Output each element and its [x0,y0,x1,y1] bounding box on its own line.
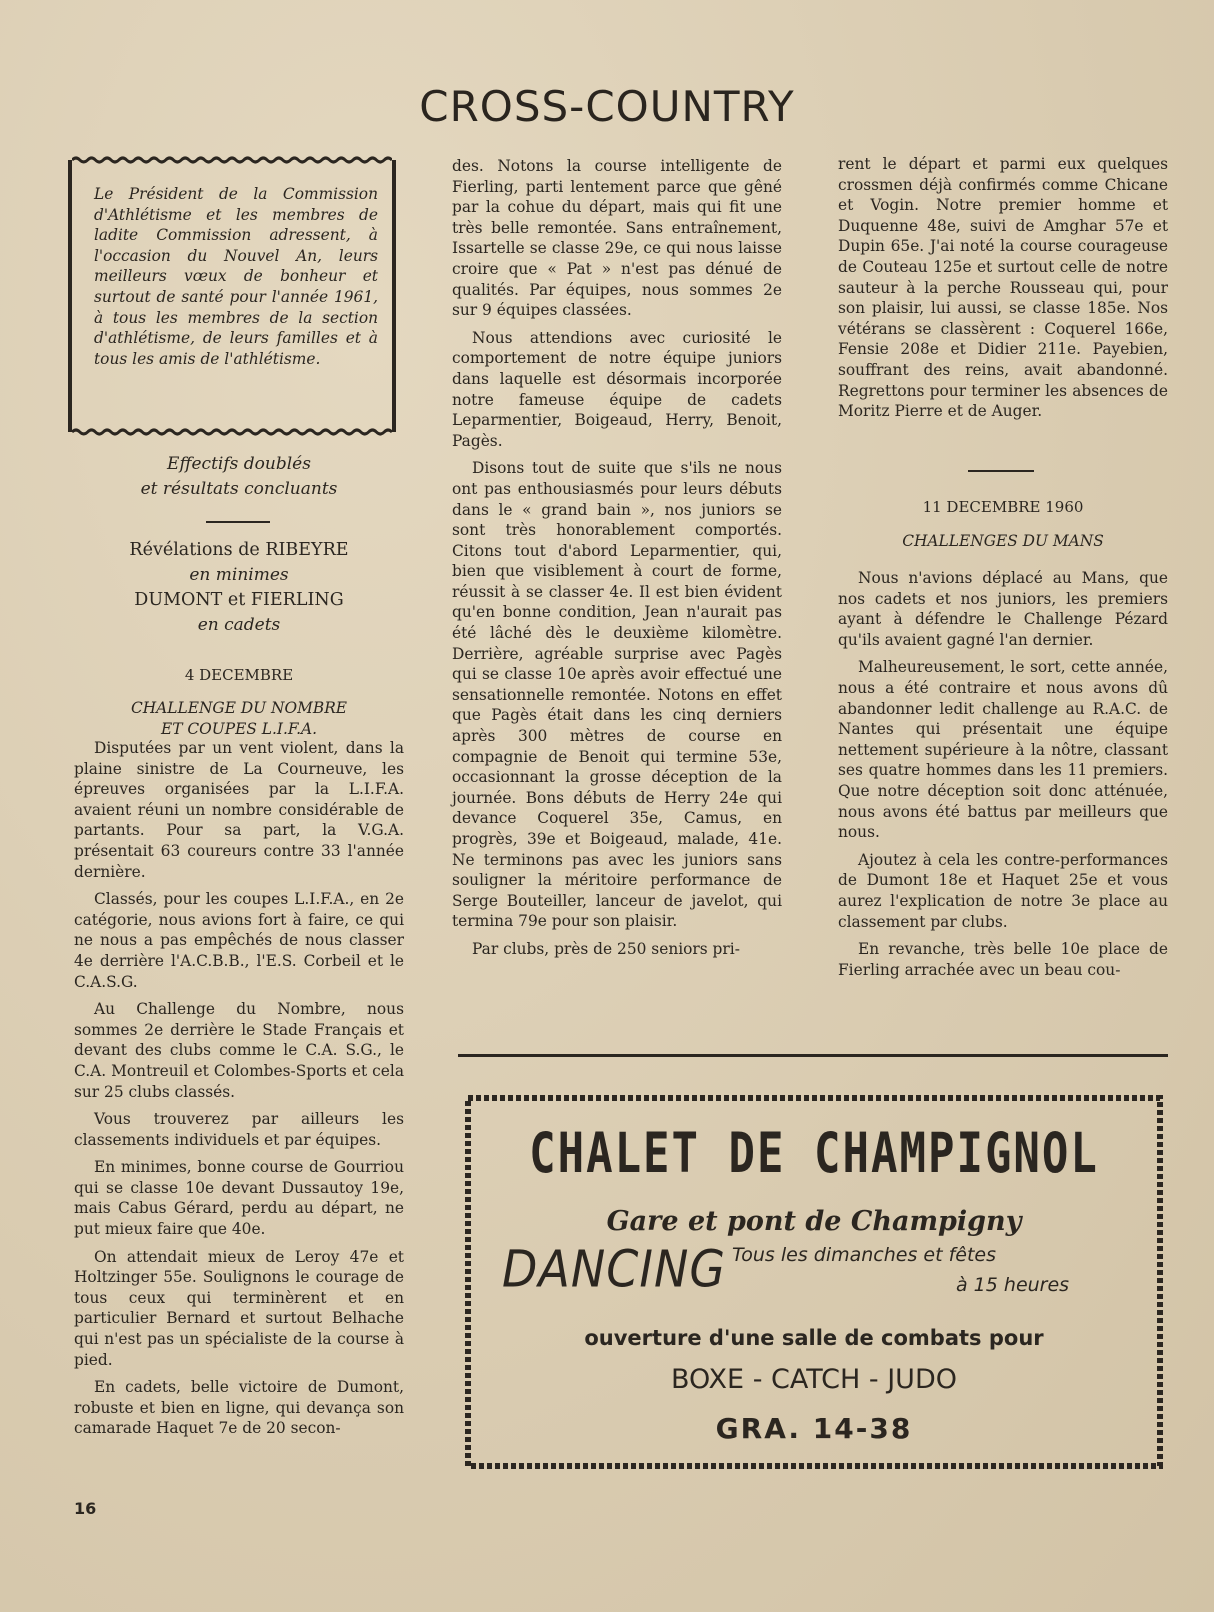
paragraph: Malheureusement, le sort, cette année, nous a été contraire et nous avons dû abandonner ledit challenge au R.A.C. de Nantes qui présentait une équipe nettement supérieure à la nôtre, classant ses quatre hommes dans les 11 premiers. Que notre déception soit donc atténuée, nous avons été battus par meilleurs que nous. [838,658,1168,842]
greeting-text: Le Président de la Commission d'Athlétisme et les membres de ladite Commission adressent, à l'occasion du Nouvel An, leurs meilleurs vœux de bonheur et surtout de santé pour l'année 1961, à tous les membres de la section d'athlétisme, de leurs familles et à tous les amis de l'athlétisme. [94,185,378,368]
revelations-heading [74,538,404,638]
paragraph: Disons tout de suite que s'ils ne nous ont pas enthousiasmés pour leurs débuts dans le « grand bain », nos juniors se sont très honorablement comportés. Citons tout d'abord Leparmentier, qui, bien que visiblement à court de forme, réussit à se classer 4e. Il est bien évident qu'en bonne condition, Jean n'aurait pas été lâché dès le deuxième kilomètre. Derrière, agréable surprise avec Pagès qui se classe 10e après avoir effectué une sensationnelle remontée. Notons en effet que Pagès était dans les cinq derniers après 300 mètres de course en compagnie de Benoit qui termine 53e, occasionnant la grosse déception de la journée. Bons débuts de Herry 24e qui devance Coquerel 35e, Camus, en progrès, 39e et Boigeaud, malade, 41e. Ne terminons pas avec les juniors sans souligner la méritoire performance de Serge Bouteiller, lanceur de javelot, qui termina 79e pour son plaisir. [452,459,782,931]
column-3-continued [838,568,1168,987]
divider-rule-2 [968,470,1034,472]
column-2 [452,156,782,967]
advertisement-phone: GRA. 14-38 [715,1412,913,1445]
page-title: CROSS-COUNTRY [419,82,795,131]
section-date-1: 4 DECEMBRE [184,666,294,684]
wavy-border-bottom [72,428,392,436]
advertisement-combat-text: ouverture d'une salle de combats pour [584,1326,1044,1350]
revelations-line-1: Révélations de RIBEYRE [129,540,349,560]
section-heading-1 [74,698,404,740]
paragraph: En cadets, belle victoire de Dumont, robuste et bien en ligne, qui devança son camarade Haquet 7e de 20 secon- [74,1378,404,1438]
paragraph: rent le départ et parmi eux quelques crossmen déjà confirmés comme Chicane et Vogin. Notre premier homme et Duquenne 48e, suivi de Amghar 57e et Dupin 65e. J'ai noté la course courageuse de Couteau 125e et surtout celle de notre sauteur à la perche Rousseau qui, pour son plaisir, lui aussi, se classe 185e. Nos vétérans se classèrent : Coquerel 166e, Fensie 208e et Didier 211e. Payebien, souffrant des reins, avait abandonné. Regrettons pour terminer les absences de Moritz Pierre et de Auger. [838,155,1168,421]
section-heading-1-line-2: ET COUPES L.I.F.A. [160,720,318,738]
divider-rule-1 [206,521,270,523]
subtitle-line-1: Effectifs doublés [167,454,311,474]
subtitle-line-2: et résultats concluants [140,479,338,499]
new-year-greeting-box [68,160,396,432]
paragraph: Par clubs, près de 250 seniors pri- [472,939,740,958]
paragraph: Nous attendions avec curiosité le comportement de notre équipe juniors dans laquelle est désormais incorporée notre fameuse équipe de cadets Leparmentier, Boigeaud, Herry, Benoit, Pagès. [452,328,782,450]
paragraph: Disputées par un vent violent, dans la plaine sinistre de La Courneuve, les épreuves organisées par la L.I.F.A. avaient réuni un nombre considérable de partants. Pour sa part, la V.G.A. présentait 63 coureurs contre 33 l'année dernière. [74,739,404,881]
advertisement-chalet [464,1094,1164,1470]
section-heading-1-line-1: CHALLENGE DU NOMBRE [130,699,348,717]
advertisement-dancing: DANCING [502,1239,727,1299]
column-3 [838,154,1168,429]
wavy-border-top [72,156,392,164]
paragraph: En minimes, bonne course de Gourriou qui se classe 10e devant Dussautoy 19e, mais Cabus Gérard, perdu au départ, ne put mieux faire que 40e. [74,1158,404,1239]
column-1 [74,738,404,1446]
paragraph: En revanche, très belle 10e place de Fierling arrachée avec un beau cou- [838,940,1168,979]
section-heading-2: CHALLENGES DU MANS [902,532,1104,550]
paragraph: Nous n'avions déplacé au Mans, que nos cadets et nos juniors, les premiers ayant à défendre le Challenge Pézard qu'ils avaient gagné l'an dernier. [838,569,1168,649]
revelations-line-4: en cadets [197,615,281,635]
article-subtitle [74,452,404,502]
paragraph: Au Challenge du Nombre, nous sommes 2e derrière le Stade Français et devant des clubs comme le C.A. S.G., le C.A. Montreuil et Colombes-Sports et cela sur 25 clubs classés. [74,1000,404,1101]
advertisement-top-rule [458,1054,1168,1057]
section-date-2: 11 DECEMBRE 1960 [922,498,1084,516]
advertisement-subtitle: Gare et pont de Champigny [606,1206,1022,1237]
advertisement-times-line-1: Tous les dimanches et fêtes [732,1244,997,1266]
paragraph: des. Notons la course intelligente de Fierling, parti lentement parce que gêné par la cohue du départ, mais qui fit une très belle remontée. Sans entraînement, Issartelle se classe 29e, ce qui nous laisse croire que « Pat » n'est pas dénué de qualités. Par équipes, nous sommes 2e sur 9 équipes classées. [452,157,782,320]
revelations-line-2: en minimes [189,565,289,585]
revelations-line-3: DUMONT et FIERLING [134,590,344,610]
paragraph: Vous trouverez par ailleurs les classements individuels et par équipes. [74,1110,404,1149]
paragraph: On attendait mieux de Leroy 47e et Holtzinger 55e. Soulignons le courage de tous ceux qui terminèrent et en particulier Bernard et surtout Belhache qui n'est pas un spécialiste de la course à pied. [74,1247,404,1369]
advertisement-title: CHALET DE CHAMPIGNOL [529,1122,1099,1186]
advertisement-times-line-2: à 15 heures [956,1274,1070,1296]
page-number: 16 [74,1499,97,1518]
advertisement-sports: BOXE - CATCH - JUDO [670,1364,957,1395]
paragraph: Ajoutez à cela les contre-performances de Dumont 18e et Haquet 25e et vous aurez l'explication de notre 3e place au classement par clubs. [838,850,1168,931]
paragraph: Classés, pour les coupes L.I.F.A., en 2e catégorie, nous avions fort à faire, ce qui ne nous a pas empêchés de nous classer 4e derrière l'A.C.B.B., l'E.S. Corbeil et le C.A.S.G. [74,890,404,991]
